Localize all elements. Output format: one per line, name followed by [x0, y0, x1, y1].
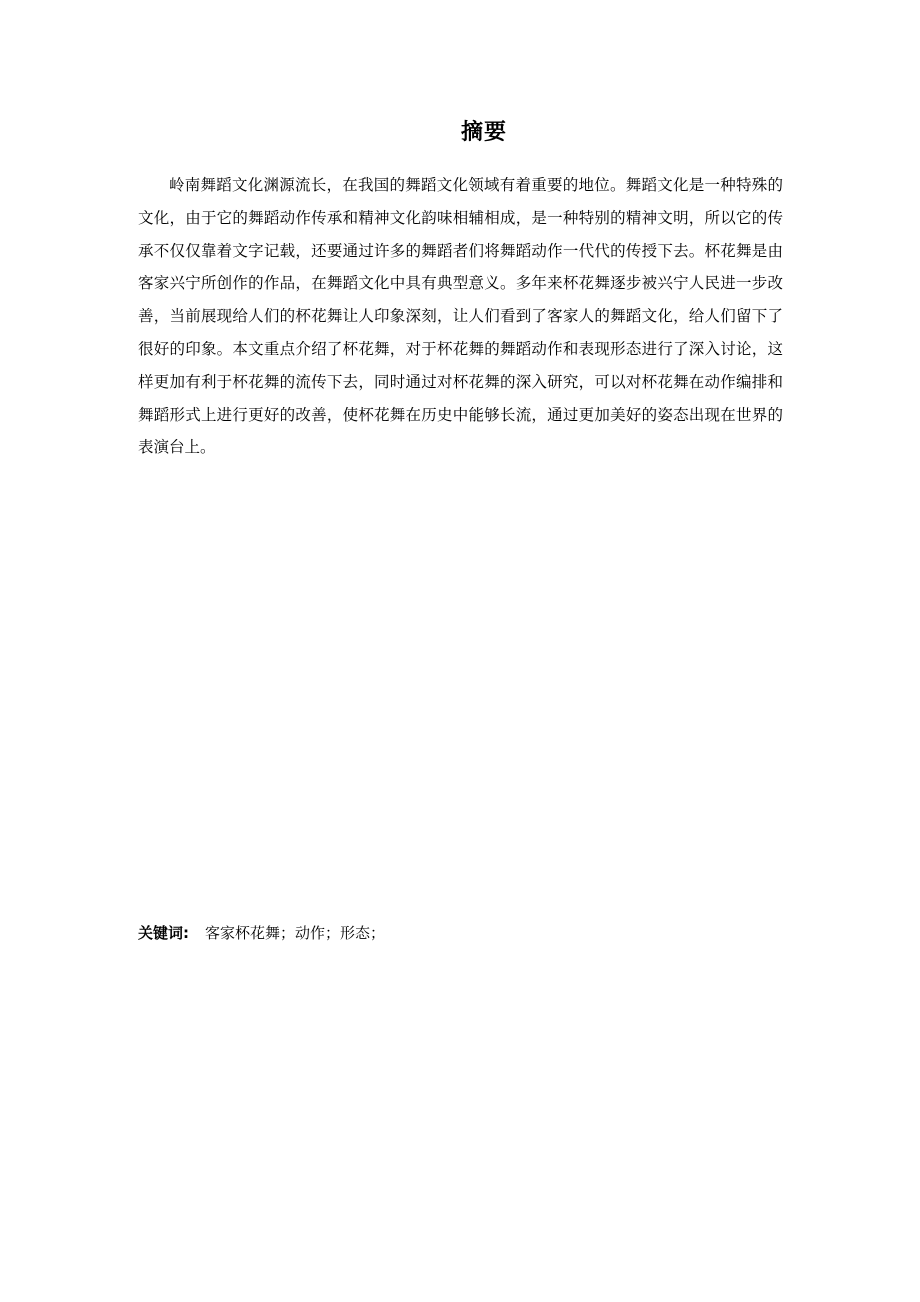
abstract-paragraph: 岭南舞蹈文化渊源流长，在我国的舞蹈文化领域有着重要的地位。舞蹈文化是一种特殊的文化，由于它的舞蹈动作传承和精神文化韵味相辅相成，是一种特别的精神文明，所以它的传承不仅仅靠着文字记载，还要通过许多的舞蹈者们将舞蹈动作一代代的传授下去。杯花舞是由客家兴宁所创作的作品，在舞蹈文化中具有典型意义。多年来杯花舞逐步被兴宁人民进一步改善，当前展现给人们的杯花舞让人印象深刻，让人们看到了客家人的舞蹈文化，给人们留下了很好的印象。本文重点介绍了杯花舞，对于杯花舞的舞蹈动作和表现形态进行了深入讨论，这样更加有利于杯花舞的流传下去，同时通过对杯花舞的深入研究，可以对杯花舞在动作编排和舞蹈形式上进行更好的改善，使杯花舞在历史中能够长流，通过更加美好的姿态出现在世界的表演台上。 [138, 176, 783, 457]
keywords-line [138, 919, 783, 947]
page-title: 摘要 [460, 120, 507, 145]
keywords-label: 关键词: [138, 924, 189, 942]
keywords-value: 客家杯花舞；动作；形态； [205, 924, 386, 942]
